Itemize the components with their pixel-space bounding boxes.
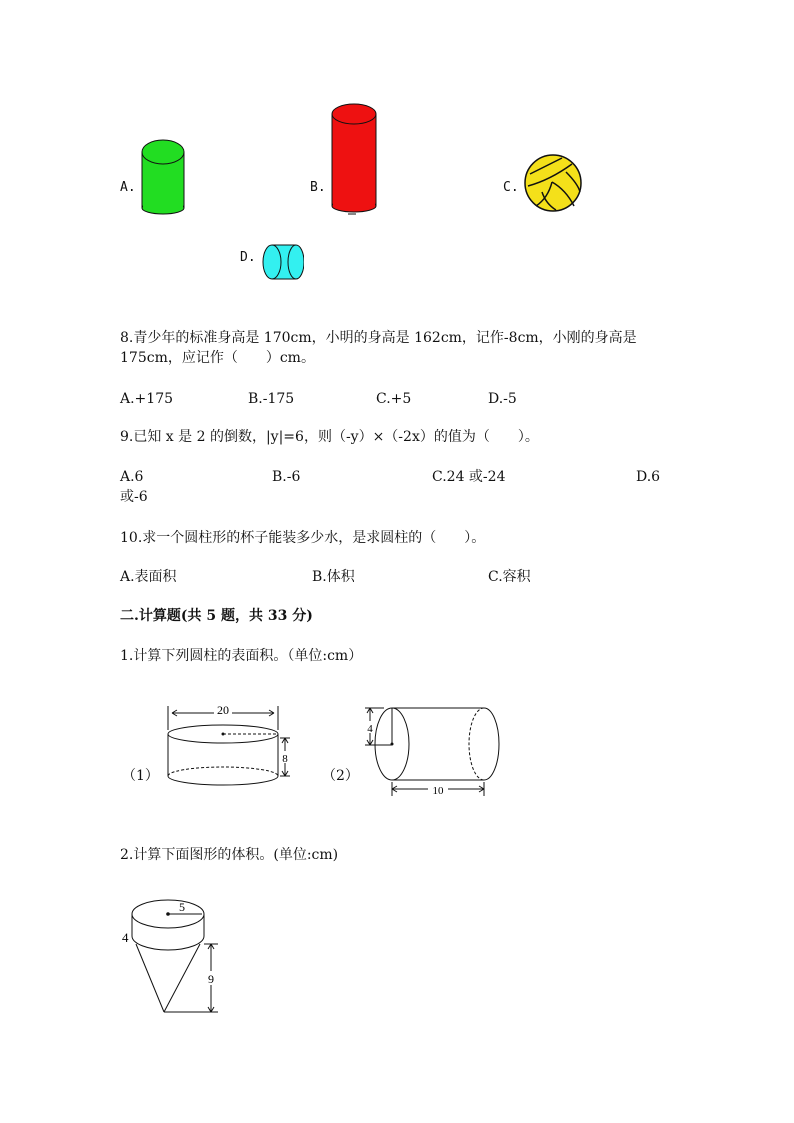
q8-text-line2: 175cm，应记作（ ）cm。 [120,350,315,366]
volleyball-figure [522,152,584,214]
q10-text: 10.求一个圆柱形的杯子能装多少水，是求圆柱的（ ）。 [120,530,486,546]
q9-option-c: C.24 或-24 [432,469,506,485]
q9-option-d-wrap: 或-6 [120,489,148,505]
q8-option-b: B.-175 [248,391,295,407]
cyan-short-cylinder-figure [260,242,304,282]
cone-height-label: 9 [208,972,214,986]
problem-1-text: 1.计算下列圆柱的表面积。（单位:cm） [120,648,363,664]
radius-label: 5 [179,900,185,914]
problem-2-text: 2.计算下面图形的体积。(单位:cm) [120,847,339,863]
red-cylinder-figure [328,100,380,218]
problem-1-label-1: （1） [122,768,159,784]
q10-option-c: C.容积 [488,569,531,585]
q9-option-d: D.6 [636,469,661,485]
problem-1-label-2: （2） [322,768,359,784]
cylinder-cone-volume-figure [116,892,226,1018]
option-b-label: B. [310,180,326,195]
q9-option-a: A.6 [120,469,144,485]
q9-option-b: B.-6 [272,469,301,485]
cylinder-surface-area-figure-1 [160,700,300,800]
q8-option-a: A.+175 [120,391,174,407]
cylinder-surface-area-figure-2 [362,700,507,800]
q9-text: 9.已知 x 是 2 的倒数，|y|=6，则（-y）×（-2x）的值为（ ）。 [120,429,539,445]
option-a-label: A. [120,180,136,195]
option-c-label: C. [503,180,519,195]
q10-option-b: B.体积 [312,569,355,585]
option-d-label: D. [240,250,256,265]
fig1-side-dimension: 8 [282,753,288,765]
q8-option-d: D.-5 [488,391,517,407]
fig2-left-dimension: 4 [367,723,373,735]
cylinder-height-label: 4 [122,930,129,945]
q10-option-a: A.表面积 [120,569,177,585]
green-cylinder-figure [138,136,188,216]
section-2-heading: 二.计算题(共 5 题，共 33 分) [120,608,313,624]
q8-text-line1: 8.青少年的标准身高是 170cm，小明的身高是 162cm，记作-8cm，小刚的身高是 [120,330,637,346]
fig2-bottom-dimension: 10 [432,785,444,797]
q8-option-c: C.+5 [376,391,412,407]
fig1-top-dimension: 20 [217,703,229,717]
